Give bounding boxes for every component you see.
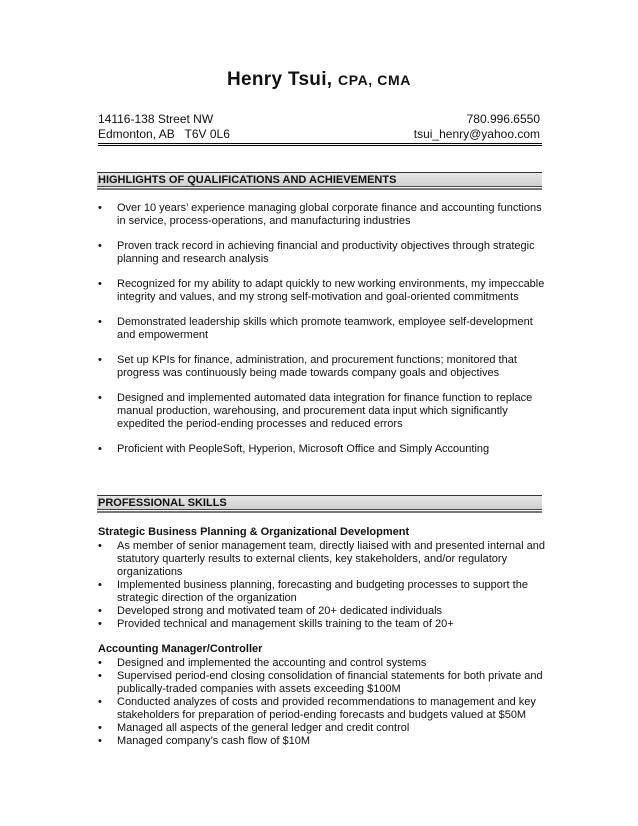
resume-name-heading [0, 69, 638, 91]
bullet-icon: • [98, 722, 102, 734]
bullet-icon: • [98, 670, 102, 682]
contact-block [98, 112, 540, 142]
list-item: • Over 10 years’ experience managing global corporate finance and accounting functions in service, process-operations, and manufacturing industries [98, 202, 542, 227]
bullet-icon: • [98, 443, 102, 455]
header-divider [98, 143, 542, 146]
list-item: • Conducted analyzes of costs and provided recommendations to management and key stakeholders for preparation of period-ending forecasts and budgets valued at $50M [98, 696, 536, 721]
skills-group-list [98, 657, 546, 748]
section-heading-highlights [97, 172, 542, 187]
bullet-icon: • [98, 278, 102, 290]
section-heading-underline [97, 511, 542, 513]
list-item: • Set up KPIs for finance, administration, and procurement functions; monitored that progress was continuously being made towards company goals and objectives [98, 354, 517, 379]
bullet-icon: • [98, 316, 102, 328]
bullet-icon: • [98, 240, 102, 252]
bullet-icon: • [98, 605, 102, 617]
bullet-icon: • [98, 579, 102, 591]
list-item: • Proven track record in achieving financial and productivity objectives through strategic planning and research analysis [98, 240, 535, 265]
bullet-icon: • [98, 696, 102, 708]
list-item: • Managed all aspects of the general ledger and credit control [98, 722, 410, 734]
list-item: • Developed strong and motivated team of 20+ dedicated individuals [98, 605, 443, 617]
list-item: • Managed company’s cash flow of $10M [98, 735, 311, 747]
list-item: • Demonstrated leadership skills which promote teamwork, employee self-development and empowerment [98, 316, 533, 341]
bullet-icon: • [98, 735, 102, 747]
list-item: • Recognized for my ability to adapt quickly to new working environments, my impeccable integrity and values, and my strong self-motivation and goal-oriented commitments [98, 278, 545, 303]
bullet-icon: • [98, 392, 102, 404]
bullet-icon: • [98, 618, 102, 630]
list-item: • Provided technical and management skills training to the team of 20+ [98, 618, 454, 630]
address-line-1: 14116-138 Street NW [98, 112, 214, 126]
skills-group-title: Strategic Business Planning & Organizational Development [98, 526, 410, 538]
candidate-credentials: CPA, CMA [337, 72, 411, 88]
bullet-icon: • [98, 202, 102, 214]
skills-title: PROFESSIONAL SKILLS [98, 497, 227, 509]
email-address: tsui_henry@yahoo.com [413, 127, 540, 141]
skills-group-title: Accounting Manager/Controller [98, 643, 263, 655]
list-item: • Designed and implemented automated data integration for finance function to replace manual production, warehousing, and procurement data input which significantly expedited the period-ending processes and reduced errors [98, 392, 533, 430]
list-item: • Designed and implemented the accounting and control systems [98, 657, 427, 669]
list-item: • Proficient with PeopleSoft, Hyperion, Microsoft Office and Simply Accounting [98, 443, 490, 455]
highlights-title: HIGHLIGHTS OF QUALIFICATIONS AND ACHIEVEMENTS [98, 174, 397, 186]
bullet-icon: • [98, 540, 102, 552]
list-item: • Implemented business planning, forecasting and budgeting processes to support the strategic direction of the organization [98, 579, 528, 604]
section-heading-skills [97, 495, 542, 510]
section-heading-underline [97, 188, 542, 190]
address-line-2: Edmonton, AB T6V 0L6 [98, 127, 230, 141]
skills-group-list [98, 540, 546, 631]
bullet-icon: • [98, 657, 102, 669]
highlights-list [98, 202, 546, 468]
list-item: • Supervised period-end closing consolidation of financial statements for both private and publically-traded companies with assets exceeding $100M [98, 670, 543, 695]
candidate-name: Henry Tsui, [227, 69, 333, 90]
phone-number: 780.996.6550 [466, 112, 540, 126]
bullet-icon: • [98, 354, 102, 366]
list-item: • As member of senior management team, directly liaised with and presented internal and statutory quarterly results to external clients, key stakeholders, and/or regulatory organizations [98, 540, 546, 578]
